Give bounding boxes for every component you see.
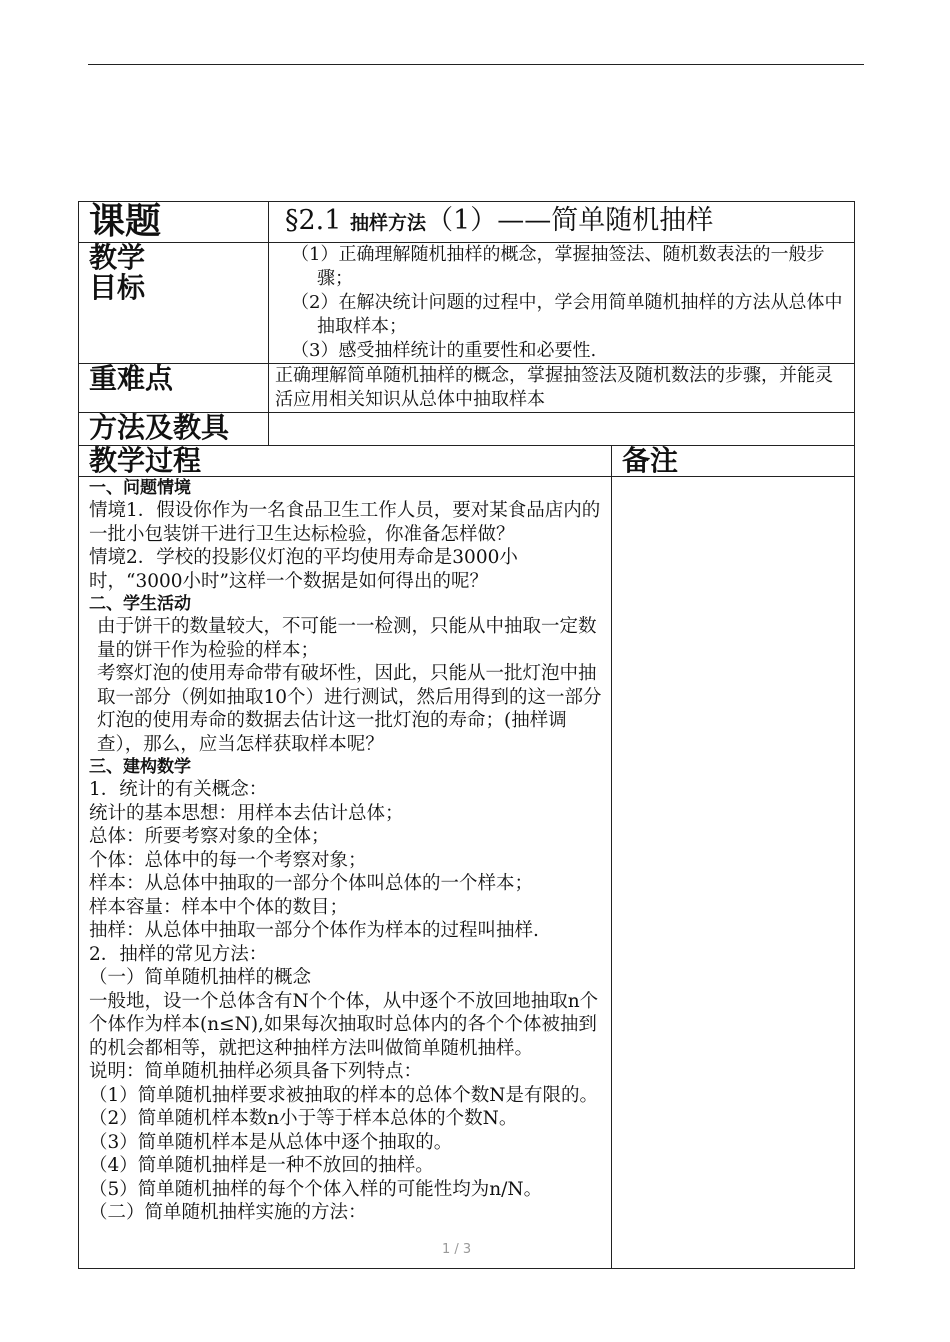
paragraph: 样本容量：样本中个体的数目； bbox=[89, 896, 349, 918]
paragraph: 样本：从总体中抽取的一部分个体叫总体的一个样本； bbox=[89, 873, 534, 894]
paragraph: （2）简单随机样本数n小于等于样本总体的个数N。 bbox=[89, 1108, 518, 1129]
goal-item: （3）感受抽样统计的重要性和必要性. bbox=[291, 340, 597, 361]
notes-label: 备注 bbox=[612, 446, 855, 477]
method-text bbox=[269, 413, 855, 446]
goals-label bbox=[79, 243, 269, 364]
section-title: 三、建构数学 bbox=[89, 757, 191, 777]
method-label: 方法及教具 bbox=[79, 413, 269, 446]
paragraph: 考察灯泡的使用寿命带有破坏性，因此，只能从一批灯泡中抽取一部分（例如抽取10个）进行测试，然后用得到的这一部分灯泡的使用寿命的数据去估计这一批灯泡的寿命；(抽样调查），那么，应当怎样获取样本呢？ bbox=[97, 663, 602, 755]
section-title: 二、学生活动 bbox=[89, 594, 191, 614]
row-process-header bbox=[79, 446, 855, 477]
row-method bbox=[79, 413, 855, 446]
goals-label-line1: 教学 bbox=[89, 241, 146, 274]
goal-item: （1）正确理解随机抽样的概念，掌握抽签法、随机数表法的一般步骤； bbox=[291, 244, 825, 289]
topic-title bbox=[269, 202, 855, 243]
paragraph: 情境2．学校的投影仪灯泡的平均使用寿命是3000小时，“3000小时”这样一个数据是如何得出的呢？ bbox=[89, 547, 518, 592]
page-number: 1 / 3 bbox=[442, 1242, 472, 1257]
paragraph: 2．抽样的常见方法： bbox=[89, 943, 268, 965]
topic-rest: （1）——简单随机抽样 bbox=[426, 205, 714, 236]
goal-item: （2）在解决统计问题的过程中，学会用简单随机抽样的方法从总体中抽取样本； bbox=[291, 292, 843, 337]
key-label: 重难点 bbox=[79, 364, 269, 413]
process-label: 教学过程 bbox=[79, 446, 612, 477]
paragraph: （二）简单随机抽样实施的方法： bbox=[89, 1202, 367, 1223]
lesson-plan-table bbox=[78, 201, 855, 1269]
paragraph: 情境1．假设你作为一名食品卫生工作人员，要对某食品店内的一批小包装饼干进行卫生达标检验，你准备怎样做？ bbox=[89, 500, 601, 545]
paragraph: （4）简单随机抽样是一种不放回的抽样。 bbox=[89, 1155, 434, 1176]
paragraph: （5）简单随机抽样的每个个体入样的可能性均为n/N。 bbox=[89, 1178, 543, 1200]
row-goals bbox=[79, 243, 855, 364]
row-key-points bbox=[79, 364, 855, 413]
paragraph: 1．统计的有关概念： bbox=[89, 779, 268, 800]
paragraph: 说明：简单随机抽样必须具备下列特点： bbox=[89, 1061, 423, 1082]
goals-list bbox=[269, 243, 855, 364]
paragraph: 统计的基本思想：用样本去估计总体； bbox=[89, 802, 404, 824]
paragraph: 一般地，设一个总体含有N个个体，从中逐个不放回地抽取n个个体作为样本(n≤N),如果每次抽取时总体内的各个个体被抽到的机会都相等，就把这种抽样方法叫做简单随机抽样。 bbox=[89, 990, 599, 1059]
paragraph: （一）简单随机抽样的概念 bbox=[89, 967, 312, 988]
notes-content bbox=[612, 477, 855, 1269]
topic-section: §2.1 bbox=[285, 205, 342, 236]
paragraph: 总体：所要考察对象的全体； bbox=[89, 826, 330, 847]
header-rule bbox=[88, 64, 864, 65]
process-content bbox=[79, 477, 612, 1269]
paragraph: 抽样：从总体中抽取一部分个体作为样本的过程叫抽样. bbox=[89, 920, 539, 941]
row-topic bbox=[79, 202, 855, 243]
topic-sub: 抽样方法 bbox=[350, 212, 427, 234]
paragraph: 个体：总体中的每一个考察对象； bbox=[89, 849, 367, 871]
goals-label-line2: 目标 bbox=[89, 271, 146, 304]
paragraph: （1）简单随机抽样要求被抽取的样本的总体个数N是有限的。 bbox=[89, 1084, 598, 1106]
section-title: 一、问题情境 bbox=[89, 478, 191, 498]
row-process bbox=[79, 477, 855, 1269]
paragraph: 由于饼干的数量较大，不可能一一检测，只能从中抽取一定数量的饼干作为检验的样本； bbox=[97, 616, 597, 661]
paragraph: （3）简单随机样本是从总体中逐个抽取的。 bbox=[89, 1131, 453, 1153]
topic-label: 课题 bbox=[79, 202, 269, 243]
key-text: 正确理解简单随机抽样的概念，掌握抽签法及随机数法的步骤，并能灵活应用相关知识从总体中抽取样本 bbox=[269, 364, 855, 413]
